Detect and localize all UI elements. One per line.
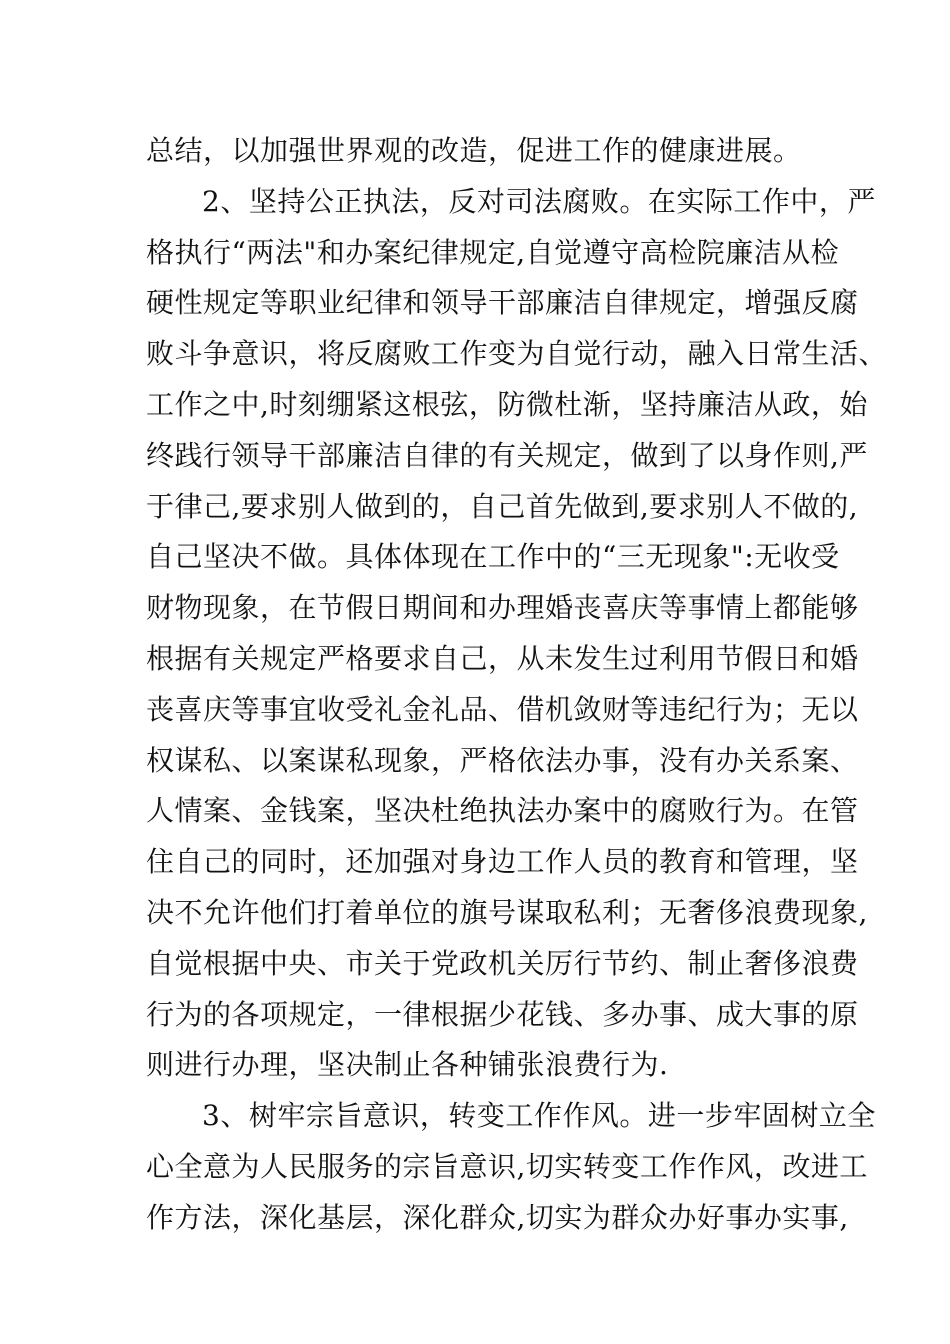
text-line: 住自己的同时，还加强对身边工作人员的教育和管理，坚 xyxy=(146,845,859,879)
text-line: 硬性规定等职业纪律和领导干部廉洁自律规定，增强反腐 xyxy=(146,286,859,320)
text-line: 自觉根据中央、市关于党政机关厉行节约、制止奢侈浪费 xyxy=(146,946,859,980)
text-line: 终践行领导干部廉洁自律的有关规定，做到了以身作则,严 xyxy=(146,438,868,472)
paragraph-start-line: 2、坚持公正执法，反对司法腐败。在实际工作中，严 xyxy=(202,184,876,218)
text-line: 行为的各项规定，一律根据少花钱、多办事、成大事的原 xyxy=(146,997,859,1031)
text-line: 败斗争意识，将反腐败工作变为自觉行动，融入日常生活、 xyxy=(146,337,888,371)
text-line: 财物现象，在节假日期间和办理婚丧喜庆等事情上都能够 xyxy=(146,591,859,625)
text-line: 作方法，深化基层，深化群众,切实为群众办好事办实事, xyxy=(146,1200,849,1234)
text-line: 心全意为人民服务的宗旨意识,切实转变工作作风，改进工 xyxy=(146,1149,868,1183)
text-line: 人情案、金钱案，坚决杜绝执法办案中的腐败行为。在管 xyxy=(146,794,859,828)
text-line: 则进行办理，坚决制止各种铺张浪费行为. xyxy=(146,1048,669,1082)
body-text xyxy=(146,126,888,1244)
text-line: 权谋私、以案谋私现象，严格依法办事，没有办关系案、 xyxy=(146,743,859,777)
text-line: 于律己,要求别人做到的，自己首先做到,要求别人不做的, xyxy=(146,489,859,523)
text-line: 自己坚决不做。具体体现在工作中的“三无现象":无收受 xyxy=(146,540,840,574)
text-line: 丧喜庆等事宜收受礼金礼品、借机敛财等违纪行为；无以 xyxy=(146,692,859,726)
text-line: 工作之中,时刻绷紧这根弦，防微杜渐，坚持廉洁从政，始 xyxy=(146,387,868,421)
paragraph-start-line: 3、树牢宗旨意识，转变工作作风。进一步牢固树立全 xyxy=(202,1099,876,1133)
text-line: 格执行“两法"和办案纪律规定,自觉遵守高检院廉洁从检 xyxy=(146,235,840,269)
text-line: 根据有关规定严格要求自己，从未发生过利用节假日和婚 xyxy=(146,641,859,675)
text-line: 总结，以加强世界观的改造，促进工作的健康进展。 xyxy=(146,134,802,167)
text-line: 决不允许他们打着单位的旗号谋取私利；无奢侈浪费现象, xyxy=(146,895,868,929)
